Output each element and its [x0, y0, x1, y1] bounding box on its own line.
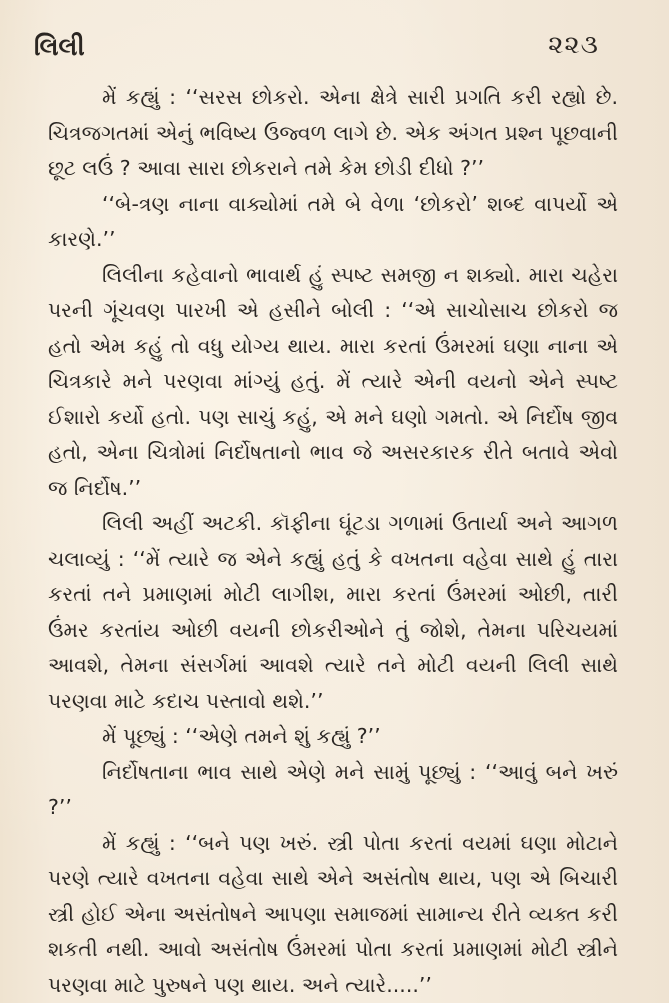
page-number: ૨૨૩ [548, 30, 599, 60]
paragraph-3: લિલીના કહેવાનો ભાવાર્થ હું સ્પષ્ટ સમજી ન શક્યો. મારા ચહેરા પરની ગૂંચવણ પારખી એ હસીને બોલી : ‘‘એ સાચોસાચ છોકરો જ હતો એમ કહું તો વધુ યોગ્ય થાય. મારા કરતાં ઉંમરમાં ઘણા નાના એ ચિત્રકારે મને પરણવા માંગ્યું હતું. મેં ત્યારે એની વયનો એને સ્પષ્ટ ઈશારો કર્યો હતો. પણ સાચું કહું, એ મને ઘણો ગમતો. એ નિર્દોષ જીવ હતો, એના ચિત્રોમાં નિર્દોષતાનો ભાવ જે અસરકારક રીતે બતાવે એવો જ નિર્દોષ.’’ [48, 262, 618, 500]
paragraph-7: મેં કહ્યું : ‘‘બને પણ ખરું. સ્ત્રી પોતા કરતાં વયમાં ઘણા મોટાને પરણે ત્યારે વખતના વહેવા સાથે એને અસંતોષ થાય, પણ એ બિચારી સ્ત્રી હોઈ એના અસંતોષને આપણા સમાજમાં સામાન્ય રીતે વ્યક્ત કરી શકતી નથી. આવો અસંતોષ ઉંમરમાં પોતા કરતાં પ્રમાણમાં મોટી સ્ત્રીને પરણવા માટે પુરુષને પણ થાય. અને ત્યારે.....’’ [48, 830, 618, 997]
paragraph-2: ‘‘બે-ત્રણ નાના વાક્યોમાં તમે બે વેળા ‘છોકરો’ શબ્દ વાપર્યો એ કારણે.’’ [48, 191, 618, 251]
paragraph-6: નિર્દોષતાના ભાવ સાથે એણે મને સામું પૂછ્યું : ‘‘આવું બને ખરું ?’’ [48, 759, 618, 819]
running-title: લિલી [34, 32, 85, 61]
page-body-text [48, 80, 618, 1003]
paragraph-4: લિલી અહીં અટકી. કૉફીના ઘૂંટડા ગળામાં ઉતાર્યા અને આગળ ચલાવ્યું : ‘‘મેં ત્યારે જ એને કહ્યું હતું કે વખતના વહેવા સાથે હું તારા કરતાં તને પ્રમાણમાં મોટી લાગીશ, મારા કરતાં ઉંમરમાં ઓછી, તારી ઉંમર કરતાંય ઓછી વયની છોકરીઓને તું જોશે, તેમના પરિચયમાં આવશે, તેમના સંસર્ગમાં આવશે ત્યારે તને મોટી વયની લિલી સાથે પરણવા માટે કદાચ પસ્તાવો થશે.’’ [48, 511, 618, 713]
paragraph-1: મેં કહ્યું : ‘‘સરસ છોકરો. એના ક્ષેત્રે સારી પ્રગતિ કરી રહ્યો છે. ચિત્રજગતમાં એનું ભવિષ્ય ઉજ્વળ લાગે છે. એક અંગત પ્રશ્ન પૂછવાની છૂટ લઉં ? આવા સારા છોકરાને તમે કેમ છોડી દીધો ?’’ [48, 85, 618, 180]
page-header [34, 30, 599, 70]
paragraph-5: મેં પૂછ્યું : ‘‘એણે તમને શું કહ્યું ?’’ [102, 724, 381, 748]
